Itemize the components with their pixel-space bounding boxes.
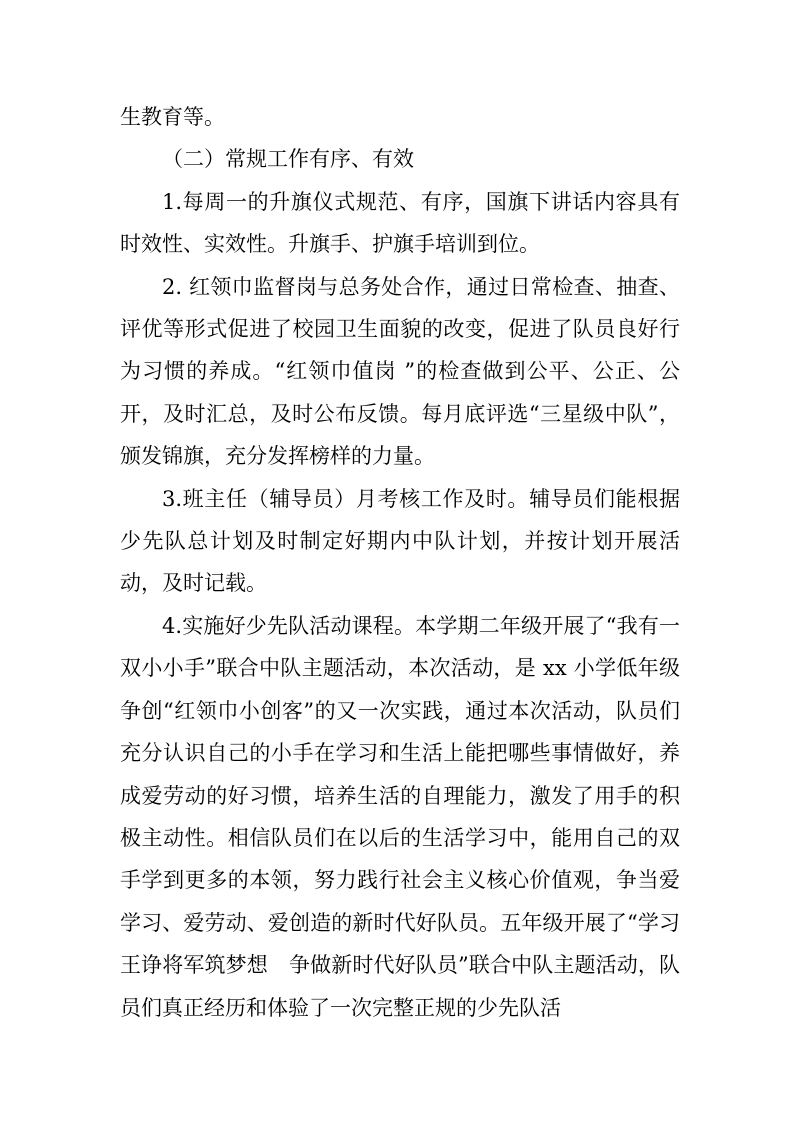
paragraph-continuation: 生教育等。 — [120, 105, 225, 129]
paragraph-item-3: 3.班主任（辅导员）月考核工作及时。辅导员们能根据少先队总计划及时制定好期内中队计划，并按计划开展活动，及时记载。 — [120, 486, 680, 596]
paragraph-item-4: 4.实施好少先队活动课程。本学期二年级开展了“我有一双小小手”联合中队主题活动，本次活动，是 xx 小学低年级争创“红领巾小创客”的又一次实践，通过本次活动，队员们充分认识自己的小手在学习和生活上能把哪些事情做好，养成爱劳动的好习惯，培养生活的自理能力，激发了用手的积极主动性。相信队员们在以后的生活学习中，能用自己的双手学到更多的本领，努力践行社会主义核心价值观，争当爱学习、爱劳动、爱创造的新时代好队员。五年级开展了“学习王诤将军筑梦想 争做新时代好队员”联合中队主题活动，队员们真正经历和体验了一次完整正规的少先队活 — [120, 613, 680, 1020]
paragraph-item-1: 1.每周一的升旗仪式规范、有序，国旗下讲话内容具有时效性、实效性。升旗手、护旗手培训到位。 — [120, 189, 680, 257]
paragraph-item-2: 2. 红领巾监督岗与总务处合作，通过日常检查、抽查、评优等形式促进了校园卫生面貌的改变，促进了队员良好行为习惯的养成。“红领巾值岗 ”的检查做到公平、公正、公开，及时汇总，及时公布反馈。每月底评选“三星级中队”，颁发锦旗，充分发挥榜样的力量。 — [120, 274, 680, 469]
section-heading: （二）常规工作有序、有效 — [162, 147, 414, 172]
document-body — [120, 96, 680, 1029]
